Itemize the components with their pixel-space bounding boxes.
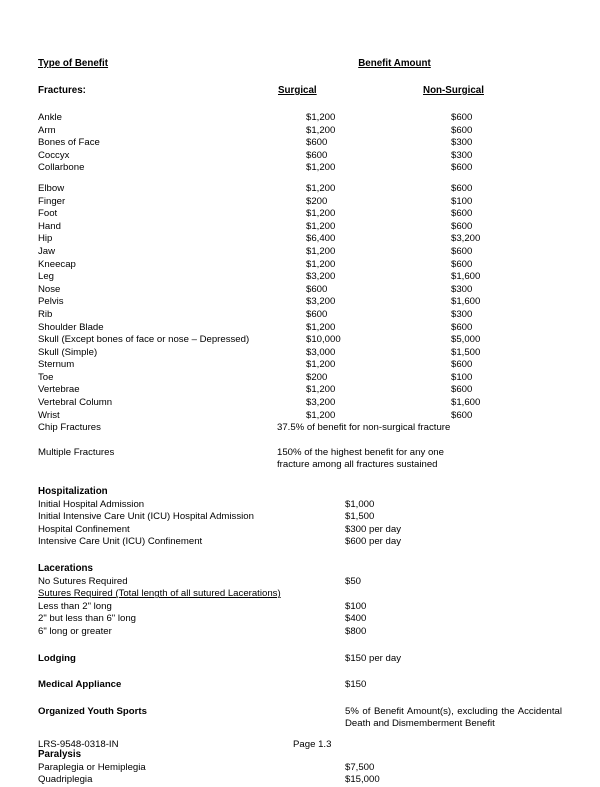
row-value-line-2: fracture among all fractures sustained — [277, 459, 438, 471]
table-row — [38, 125, 562, 138]
row-non-surgical-value: $300 — [451, 308, 473, 320]
row-non-surgical-value: $300 — [451, 137, 473, 149]
table-row — [38, 359, 562, 372]
row-surgical-value: $3,200 — [306, 296, 336, 308]
row-label: Elbow — [38, 182, 65, 194]
spacer — [38, 549, 562, 563]
row-surgical-value: $1,200 — [306, 220, 336, 232]
row-label: No Sutures Required — [38, 575, 128, 587]
row-non-surgical-value: $3,200 — [451, 233, 481, 245]
row-label: Bones of Face — [38, 137, 100, 149]
row-value-line-1: 150% of the highest benefit for any one — [277, 446, 444, 458]
row-value: $100 — [345, 600, 367, 612]
row-value: $7,500 — [345, 761, 375, 773]
section-title-organized-youth-sports: Organized Youth Sports — [38, 705, 147, 717]
table-row — [38, 221, 562, 234]
table-row — [38, 296, 562, 309]
row-surgical-value: $1,200 — [306, 321, 336, 333]
spacer — [38, 639, 562, 653]
table-row — [38, 410, 562, 423]
table-row — [38, 499, 562, 512]
table-row — [38, 334, 562, 347]
table-row — [38, 208, 562, 221]
row-value: $1,000 — [345, 498, 375, 510]
row-label: Multiple Fractures — [38, 446, 115, 458]
table-header-main — [38, 58, 562, 71]
table-header-fractures — [38, 85, 562, 98]
row-surgical-value: $600 — [306, 149, 328, 161]
row-non-surgical-value: $600 — [451, 258, 473, 270]
table-row — [38, 601, 562, 614]
row-label: Nose — [38, 283, 61, 295]
row-label: Paraplegia or Hemiplegia — [38, 761, 146, 773]
table-row — [38, 774, 562, 787]
table-row — [38, 576, 562, 589]
table-row — [38, 196, 562, 209]
table-row — [38, 613, 562, 626]
page-footer — [38, 738, 562, 752]
row-label: 6" long or greater — [38, 625, 112, 637]
row-label: Sternum — [38, 359, 75, 371]
section-title-medical-appliance: Medical Appliance — [38, 679, 122, 691]
column-header-type-of-benefit: Type of Benefit — [38, 58, 109, 69]
row-non-surgical-value: $100 — [451, 195, 473, 207]
row-value: $50 — [345, 575, 362, 587]
table-row-medical-appliance — [38, 679, 562, 692]
row-surgical-value: $3,000 — [306, 346, 336, 358]
row-surgical-value: $3,200 — [306, 397, 336, 409]
table-row-sutures-heading — [38, 588, 562, 601]
row-label: Intensive Care Unit (ICU) Confinement — [38, 536, 203, 548]
row-surgical-value: $1,200 — [306, 208, 336, 220]
table-row — [38, 536, 562, 549]
row-surgical-value: $1,200 — [306, 258, 336, 270]
row-value-line-1: 5% of Benefit Amount(s), excluding the Accidental — [345, 705, 562, 717]
row-label: Sutures Required (Total length of all sutured Lacerations) — [38, 588, 281, 600]
table-row — [38, 626, 562, 639]
footer-page-number: Page 1.3 — [293, 739, 332, 750]
row-label: Less than 2" long — [38, 600, 112, 612]
row-surgical-value: $200 — [306, 195, 328, 207]
column-header-surgical: Surgical — [278, 85, 317, 96]
row-surgical-value: $600 — [306, 308, 328, 320]
row-label: Quadriplegia — [38, 774, 93, 786]
row-value-line-2: Death and Dismemberment Benefit — [345, 718, 495, 730]
row-surgical-value: $200 — [306, 371, 328, 383]
table-row — [38, 112, 562, 125]
table-row — [38, 384, 562, 397]
table-row — [38, 309, 562, 322]
table-row — [38, 233, 562, 246]
spacer — [38, 692, 562, 706]
section-title-lacerations: Lacerations — [38, 563, 93, 574]
row-label: Chip Fractures — [38, 422, 101, 434]
row-value: 37.5% of benefit for non-surgical fracture — [277, 422, 451, 434]
row-surgical-value: $1,200 — [306, 409, 336, 421]
row-surgical-value: $1,200 — [306, 124, 336, 136]
row-surgical-value: $1,200 — [306, 359, 336, 371]
row-label: Jaw — [38, 245, 56, 257]
table-row — [38, 271, 562, 284]
table-row — [38, 183, 562, 196]
row-value: $150 — [345, 679, 367, 691]
spacer — [38, 472, 562, 486]
section-title-paralysis: Paralysis — [38, 748, 82, 760]
row-surgical-value: $10,000 — [306, 334, 341, 346]
row-value: $150 per day — [345, 652, 402, 664]
table-row — [38, 284, 562, 297]
table-row — [38, 372, 562, 385]
section-title-hospitalization: Hospitalization — [38, 486, 108, 498]
table-row-lodging — [38, 653, 562, 666]
row-label: Toe — [38, 371, 54, 383]
column-header-non-surgical: Non-Surgical — [423, 85, 484, 96]
row-non-surgical-value: $600 — [451, 384, 473, 396]
row-value — [345, 706, 562, 731]
row-non-surgical-value: $5,000 — [451, 334, 481, 346]
row-surgical-value: $1,200 — [306, 162, 336, 174]
row-surgical-value: $600 — [306, 283, 328, 295]
row-label: Initial Intensive Care Unit (ICU) Hospital Admission — [38, 511, 254, 523]
row-label: Hip — [38, 233, 53, 245]
row-label: Coccyx — [38, 149, 70, 161]
table-row-chip-fractures — [38, 422, 562, 435]
row-label: Wrist — [38, 409, 60, 421]
row-surgical-value: $6,400 — [306, 233, 336, 245]
table-row — [38, 137, 562, 150]
row-non-surgical-value: $600 — [451, 182, 473, 194]
row-non-surgical-value: $600 — [451, 220, 473, 232]
spacer — [38, 175, 562, 183]
row-value: $15,000 — [345, 774, 380, 786]
section-title-lodging: Lodging — [38, 652, 76, 664]
spacer — [38, 71, 562, 85]
row-label: Kneecap — [38, 258, 76, 270]
table-row — [38, 762, 562, 775]
row-non-surgical-value: $600 — [451, 124, 473, 136]
row-label: Skull (Simple) — [38, 346, 98, 358]
row-label: Hospital Confinement — [38, 523, 130, 535]
table-row — [38, 397, 562, 410]
row-value: $400 — [345, 613, 367, 625]
table-row — [38, 347, 562, 360]
row-label: Ankle — [38, 112, 62, 123]
row-surgical-value: $1,200 — [306, 182, 336, 194]
row-value: $1,500 — [345, 511, 375, 523]
row-surgical-value: $1,200 — [306, 245, 336, 257]
row-non-surgical-value: $600 — [451, 208, 473, 220]
row-label: Leg — [38, 271, 55, 283]
row-label: Shoulder Blade — [38, 321, 104, 333]
row-label: Collarbone — [38, 162, 85, 174]
table-row — [38, 322, 562, 335]
row-label: Rib — [38, 308, 53, 320]
row-surgical-value: $1,200 — [306, 112, 336, 123]
row-label: Pelvis — [38, 296, 64, 308]
row-non-surgical-value: $600 — [451, 321, 473, 333]
spacer — [38, 98, 562, 112]
row-surgical-value: $3,200 — [306, 271, 336, 283]
table-row — [38, 524, 562, 537]
row-surgical-value: $1,200 — [306, 384, 336, 396]
spacer — [38, 665, 562, 679]
table-row — [38, 150, 562, 163]
table-row — [38, 259, 562, 272]
row-non-surgical-value: $1,600 — [451, 397, 481, 409]
row-label: 2" but less than 6" long — [38, 613, 137, 625]
row-non-surgical-value: $1,600 — [451, 296, 481, 308]
row-non-surgical-value: $1,600 — [451, 271, 481, 283]
row-label: Vertebrae — [38, 384, 80, 396]
row-label: Hand — [38, 220, 61, 232]
table-row-organized-youth-sports — [38, 706, 562, 731]
row-non-surgical-value: $600 — [451, 245, 473, 257]
spacer — [38, 435, 562, 447]
row-value: $800 — [345, 625, 367, 637]
row-label: Finger — [38, 195, 66, 207]
row-value — [277, 447, 517, 472]
row-non-surgical-value: $100 — [451, 371, 473, 383]
row-non-surgical-value: $300 — [451, 149, 473, 161]
column-header-benefit-amount: Benefit Amount — [358, 58, 431, 69]
benefit-schedule — [38, 58, 562, 787]
table-row-multiple-fractures — [38, 447, 562, 472]
row-non-surgical-value: $1,500 — [451, 346, 481, 358]
table-row — [38, 246, 562, 259]
row-label: Vertebral Column — [38, 397, 113, 409]
row-label: Skull (Except bones of face or nose – Depressed) — [38, 334, 250, 346]
row-value: $600 per day — [345, 536, 402, 548]
row-non-surgical-value: $600 — [451, 359, 473, 371]
row-non-surgical-value: $300 — [451, 283, 473, 295]
row-label: Arm — [38, 124, 56, 136]
table-row — [38, 162, 562, 175]
row-non-surgical-value: $600 — [451, 112, 473, 123]
row-label: Foot — [38, 208, 58, 220]
row-surgical-value: $600 — [306, 137, 328, 149]
row-non-surgical-value: $600 — [451, 409, 473, 421]
row-label: Initial Hospital Admission — [38, 498, 145, 510]
row-non-surgical-value: $600 — [451, 162, 473, 174]
footer-form-number: LRS-9548-0318-IN — [38, 739, 119, 750]
section-title-fractures: Fractures: — [38, 85, 86, 96]
table-row — [38, 511, 562, 524]
row-value: $300 per day — [345, 523, 402, 535]
